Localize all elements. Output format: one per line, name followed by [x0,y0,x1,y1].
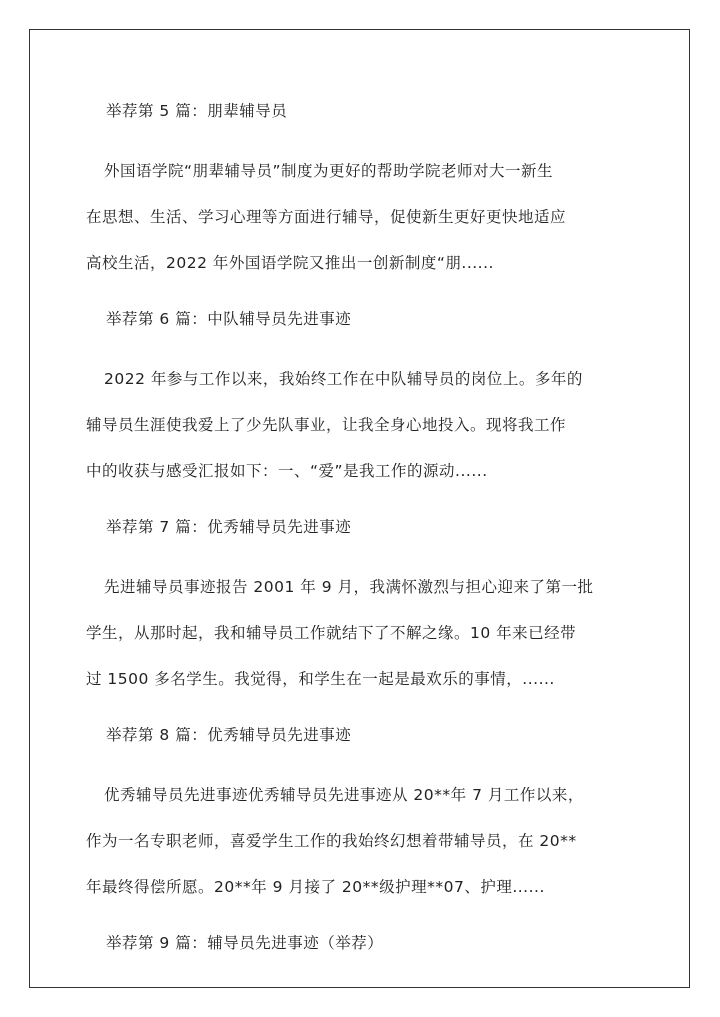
section-summary-6 [86,356,646,494]
summary-line: 2022 年参与工作以来，我始终工作在中队辅导员的岗位上。多年的 [104,370,583,388]
section-heading-9: 举荐第 9 篇：辅导员先进事迹（举荐） [106,934,384,952]
summary-line: 优秀辅导员先进事迹优秀辅导员先进事迹从 20**年 7 月工作以来， [104,786,584,804]
section-summary-5 [86,148,646,286]
section-heading-8: 举荐第 8 篇：优秀辅导员先进事迹 [106,726,352,744]
section-heading-5: 举荐第 5 篇：朋辈辅导员 [106,102,288,120]
document-body [86,92,646,980]
summary-line: 中的收获与感受汇报如下：一、“爱”是我工作的源动...... [86,462,488,480]
summary-line: 高校生活，2022 年外国语学院又推出一创新制度“朋...... [86,254,494,272]
section-summary-8 [86,772,646,910]
summary-line: 先进辅导员事迹报告 2001 年 9 月，我满怀激烈与担心迎来了第一批 [104,578,594,596]
section-heading-7: 举荐第 7 篇：优秀辅导员先进事迹 [106,518,352,536]
summary-line: 辅导员生涯使我爱上了少先队事业，让我全身心地投入。现将我工作 [86,416,567,434]
section-heading-6: 举荐第 6 篇：中队辅导员先进事迹 [106,310,352,328]
summary-line: 在思想、生活、学习心理等方面进行辅导，促使新生更好更快地适应 [86,208,567,226]
section-summary-7 [86,564,646,702]
summary-line: 过 1500 多名学生。我觉得，和学生在一起是最欢乐的事情，...... [86,670,555,688]
summary-line: 年最终得偿所愿。20**年 9 月接了 20**级护理**07、护理...... [86,878,545,896]
summary-line: 外国语学院“朋辈辅导员”制度为更好的帮助学院老师对大一新生 [104,162,554,180]
summary-line: 学生，从那时起，我和辅导员工作就结下了不解之缘。10 年来已经带 [86,624,577,642]
summary-line: 作为一名专职老师，喜爱学生工作的我始终幻想着带辅导员，在 20** [86,832,577,850]
